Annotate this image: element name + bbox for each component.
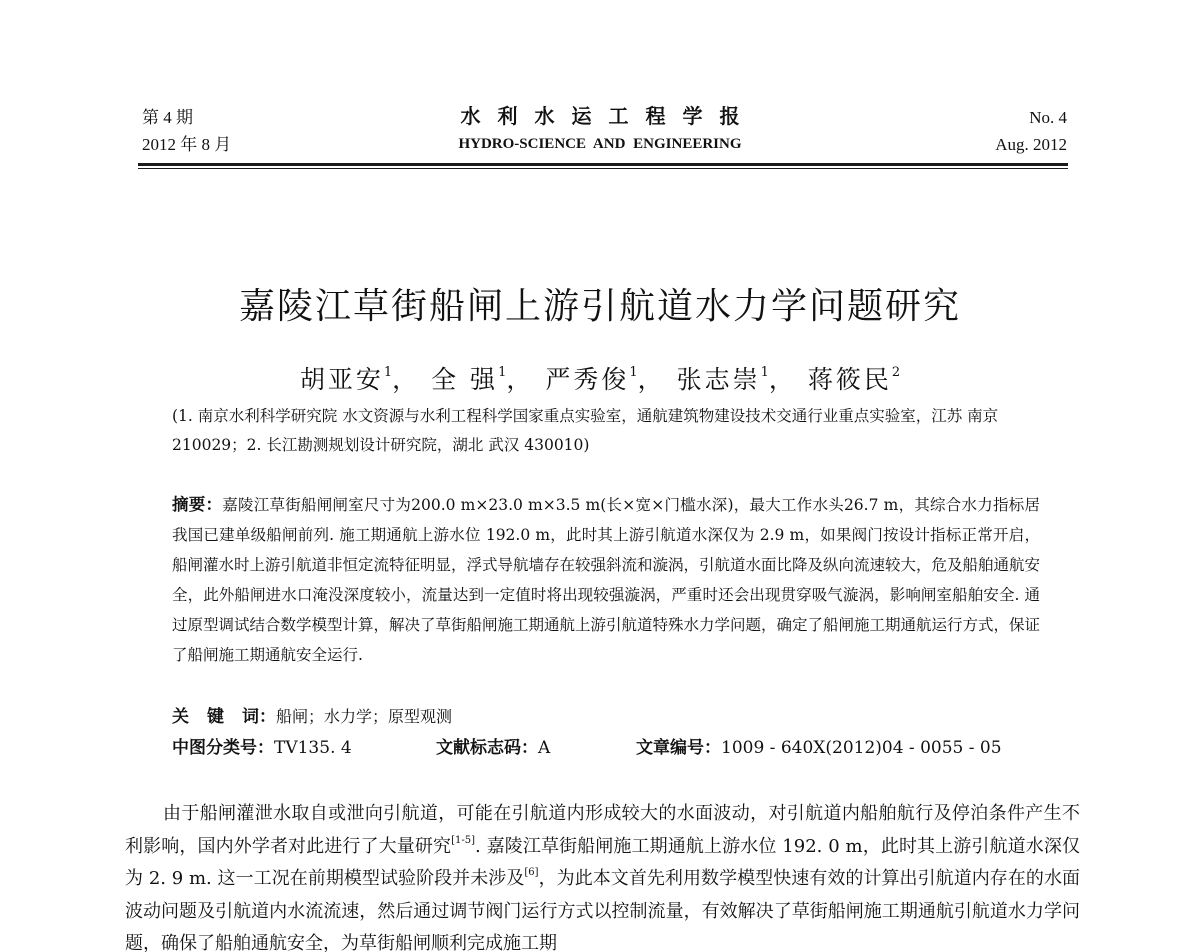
keywords bbox=[172, 703, 452, 731]
author-separator: ， bbox=[506, 365, 535, 394]
abstract-text: 嘉陵江草街船闸闸室尺寸为200.0 m×23.0 m×3.5 m(长×宽×门槛水深)，最大工作水头26.7 m，其综合水力指标居我国已建单级船闸前列. 施工期通航上游水位 192.0 m，此时其上游引航道水深仅为 2.9 m，如果阀门按设计指标正常开启，船闸灌水时上游引航道非恒定流特征明显，浮式导航墙存在较强斜流和漩涡，引航道水面比降及纵向流速较大，危及船舶通航安全，此外船闸进水口淹没深度较小，流量达到一定值时将出现较强漩涡，严重时还会出现贯穿吸气漩涡，影响闸室船舶安全. 通过原型调试结合数学模型计算，解决了草街船闸施工期通航上游引航道特殊水力学问题，确定了船闸施工期通航运行方式，保证了船闸施工期通航安全运行. bbox=[172, 496, 1041, 664]
citation-ref: [1-5] bbox=[451, 834, 476, 846]
body-paragraph: 由于船闸灌泄水取自或泄向引航道，可能在引航道内形成较大的水面波动，对引航道内船舶航行及停泊条件产生不利影响，国内外学者对此进行了大量研究[1-5]. 嘉陵江草街船闸施工期通航上游水位 192. 0 m，此时其上游引航道水深仅为 2. 9 m. 这一工况在前期模型试验阶段并未涉及[6]，为此本文首先利用数学模型快速有效的计算出引航道内存在的水面波动问题及引航道内水流流速，然后通过调节阀门运行方式以控制流量，有效解决了草街船闸施工期通航引航道水力学问题，确保了船舶通航安全，为草街船闸顺利完成施工期 bbox=[125, 803, 1080, 952]
author-name: 蒋筱民 bbox=[807, 365, 892, 394]
abstract bbox=[172, 490, 1040, 670]
header-right bbox=[995, 104, 1067, 158]
affiliations: (1. 南京水利科学研究院 水文资源与水利工程科学国家重点实验室，通航建筑物建设技术交通行业重点实验室，江苏 南京 210029；2. 长江勘测规划设计研究院，湖北 武汉 430010) bbox=[172, 407, 1014, 454]
abstract-label: 摘要： bbox=[172, 495, 223, 514]
author-affiliation-mark: 1 bbox=[498, 365, 507, 380]
author-name: 严秀俊 bbox=[545, 365, 630, 394]
author-name: 张志崇 bbox=[676, 365, 761, 394]
citation-ref: [6] bbox=[524, 867, 539, 878]
author-name: 全 强 bbox=[431, 365, 499, 394]
author-separator: ， bbox=[768, 365, 797, 394]
author-affiliation-mark: 1 bbox=[629, 365, 638, 380]
header-rule-thin bbox=[138, 168, 1068, 169]
author-affiliation-mark: 1 bbox=[760, 365, 769, 380]
header-rule-thick bbox=[138, 163, 1068, 166]
clc-number: 中图分类号：TV135. 4 bbox=[172, 738, 352, 758]
author-list bbox=[0, 360, 1200, 396]
article-number: 文章编号：1009 - 640X(2012)04 - 0055 - 05 bbox=[636, 738, 1002, 758]
paper-title: 嘉陵江草街船闸上游引航道水力学问题研究 bbox=[238, 286, 961, 327]
date-cn: 2012 年 8 月 bbox=[142, 135, 232, 154]
issue-cn: 第 4 期 bbox=[142, 108, 193, 127]
journal-name-en: HYDRO-SCIENCE AND ENGINEERING bbox=[458, 136, 742, 152]
author-affiliation-mark: 2 bbox=[891, 365, 901, 380]
author-separator: ， bbox=[392, 365, 421, 394]
author-name: 胡亚安 bbox=[299, 365, 384, 394]
classification-line bbox=[172, 733, 1072, 763]
date-en: Aug. 2012 bbox=[995, 135, 1067, 154]
issue-en: No. 4 bbox=[1029, 108, 1067, 127]
keywords-text: 船闸；水力学；原型观测 bbox=[276, 707, 453, 726]
keywords-label: 关键词： bbox=[172, 707, 276, 727]
author-separator: ， bbox=[637, 365, 666, 394]
journal-name-cn: 水利水运工程学报 bbox=[460, 106, 757, 128]
author-affiliation-mark: 1 bbox=[383, 365, 393, 380]
document-code: 文献标志码：A bbox=[436, 738, 551, 758]
